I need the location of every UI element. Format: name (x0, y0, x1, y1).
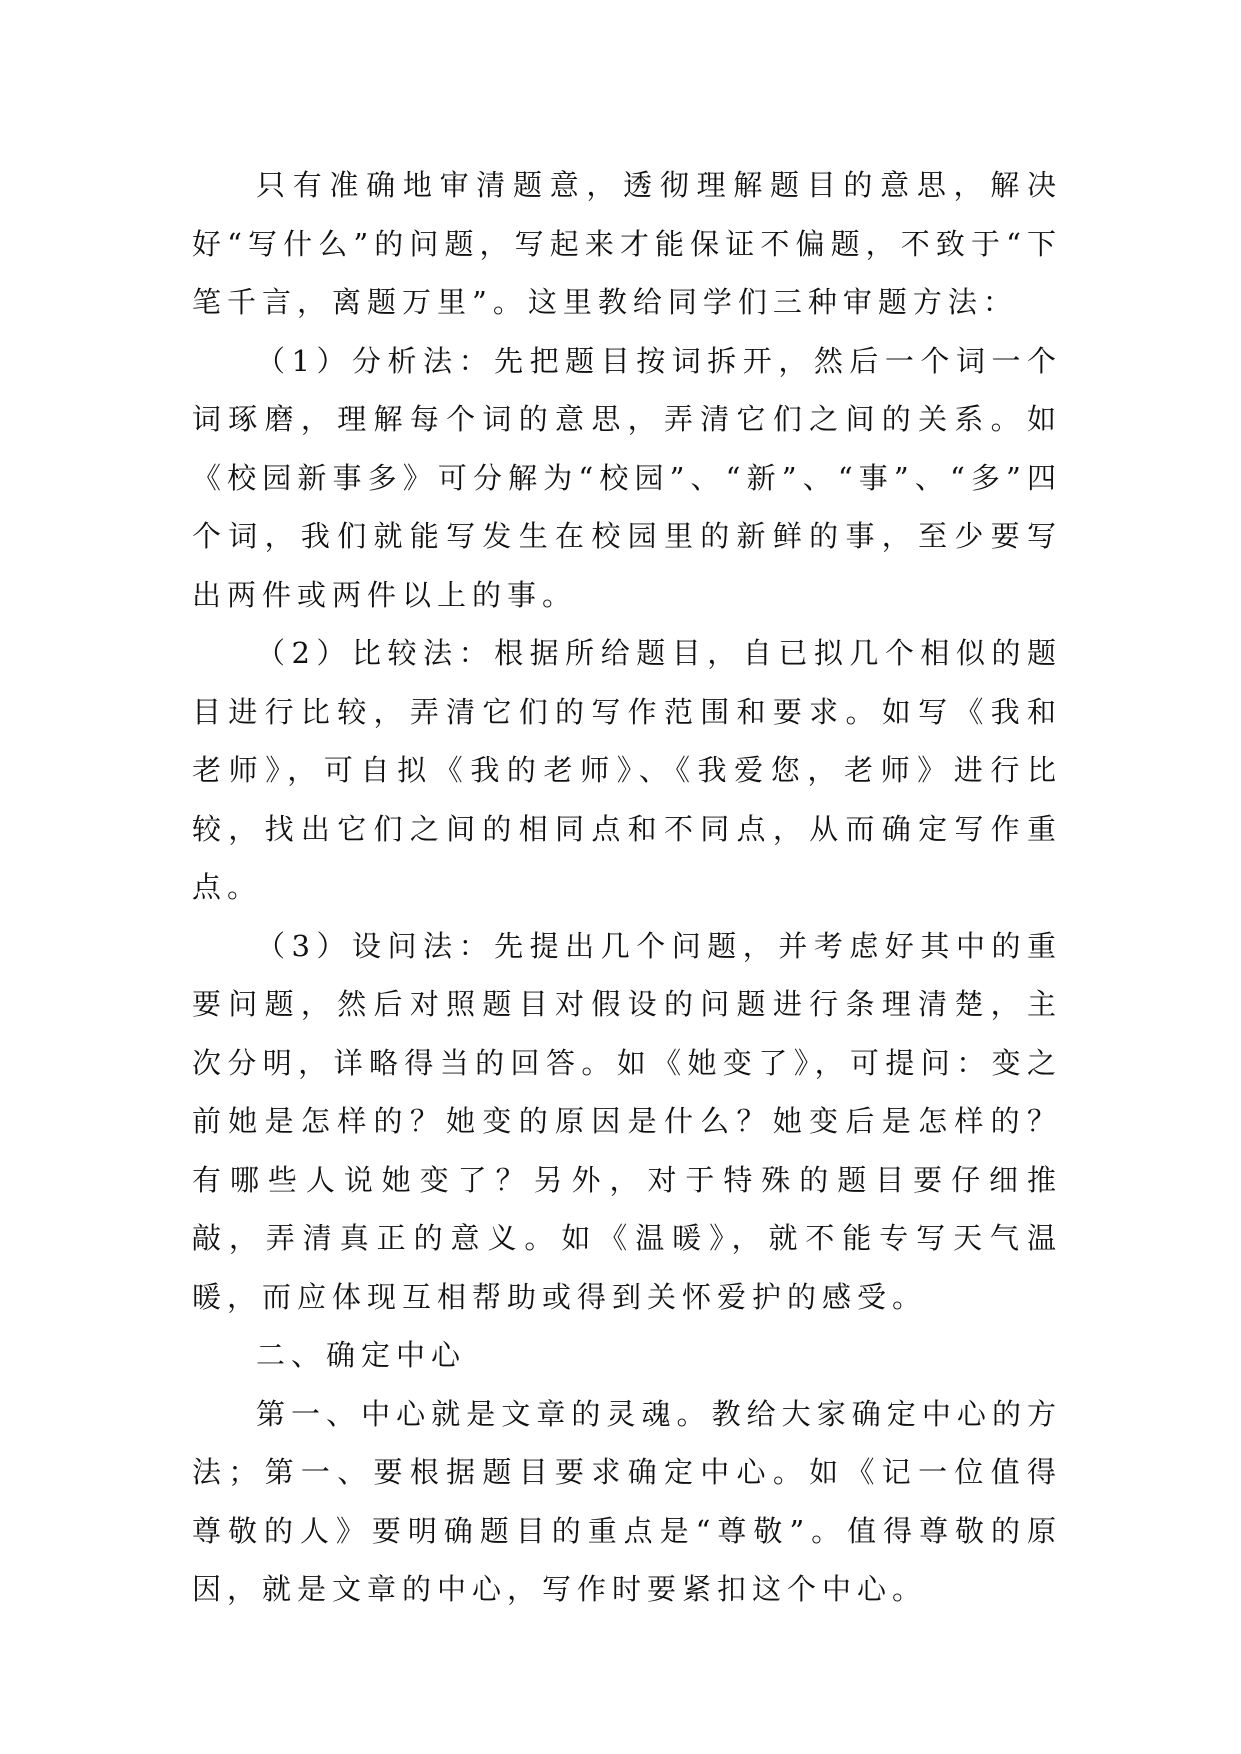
paragraph-analysis-method: （1）分析法：先把题目按词拆开，然后一个词一个词琢磨，理解每个词的意思，弄清它们之间的关系。如《校园新事多》可分解为“校园”、“新”、“事”、“多”四个词，我们就能写发生在校园里的新鲜的事，至少要写出两件或两件以上的事。 (192, 343, 1062, 612)
paragraph-center-method: 第一、中心就是文章的灵魂。教给大家确定中心的方法；第一、要根据题目要求确定中心。如《记一位值得尊敬的人》要明确题目的重点是“尊敬”。值得尊敬的原因，就是文章的中心，写作时要紧扣这个中心。 (192, 1396, 1062, 1606)
paragraph-question-method: （3）设问法：先提出几个问题，并考虑好其中的重要问题，然后对照题目对假设的问题进行条理清楚，主次分明，详略得当的回答。如《她变了》，可提问：变之前她是怎样的？她变的原因是什么？她变后是怎样的？有哪些人说她变了？另外，对于特殊的题目要仔细推敲，弄清真正的意义。如《温暖》，就不能专写天气温暖，而应体现互相帮助或得到关怀爱护的感受。 (192, 928, 1062, 1314)
document-body (192, 156, 1062, 1619)
paragraph-intro: 只有准确地审清题意，透彻理解题目的意思，解决好“写什么”的问题，写起来才能保证不偏题，不致于“下笔千言，离题万里”。这里教给同学们三种审题方法： (192, 168, 1062, 319)
section-heading-determine-center: 二、确定中心 (256, 1338, 467, 1372)
paragraph-comparison-method: （2）比较法：根据所给题目，自已拟几个相似的题目进行比较，弄清它们的写作范围和要求。如写《我和老师》，可自拟《我的老师》、《我爱您，老师》进行比较，找出它们之间的相同点和不同点，从而确定写作重点。 (192, 636, 1062, 904)
